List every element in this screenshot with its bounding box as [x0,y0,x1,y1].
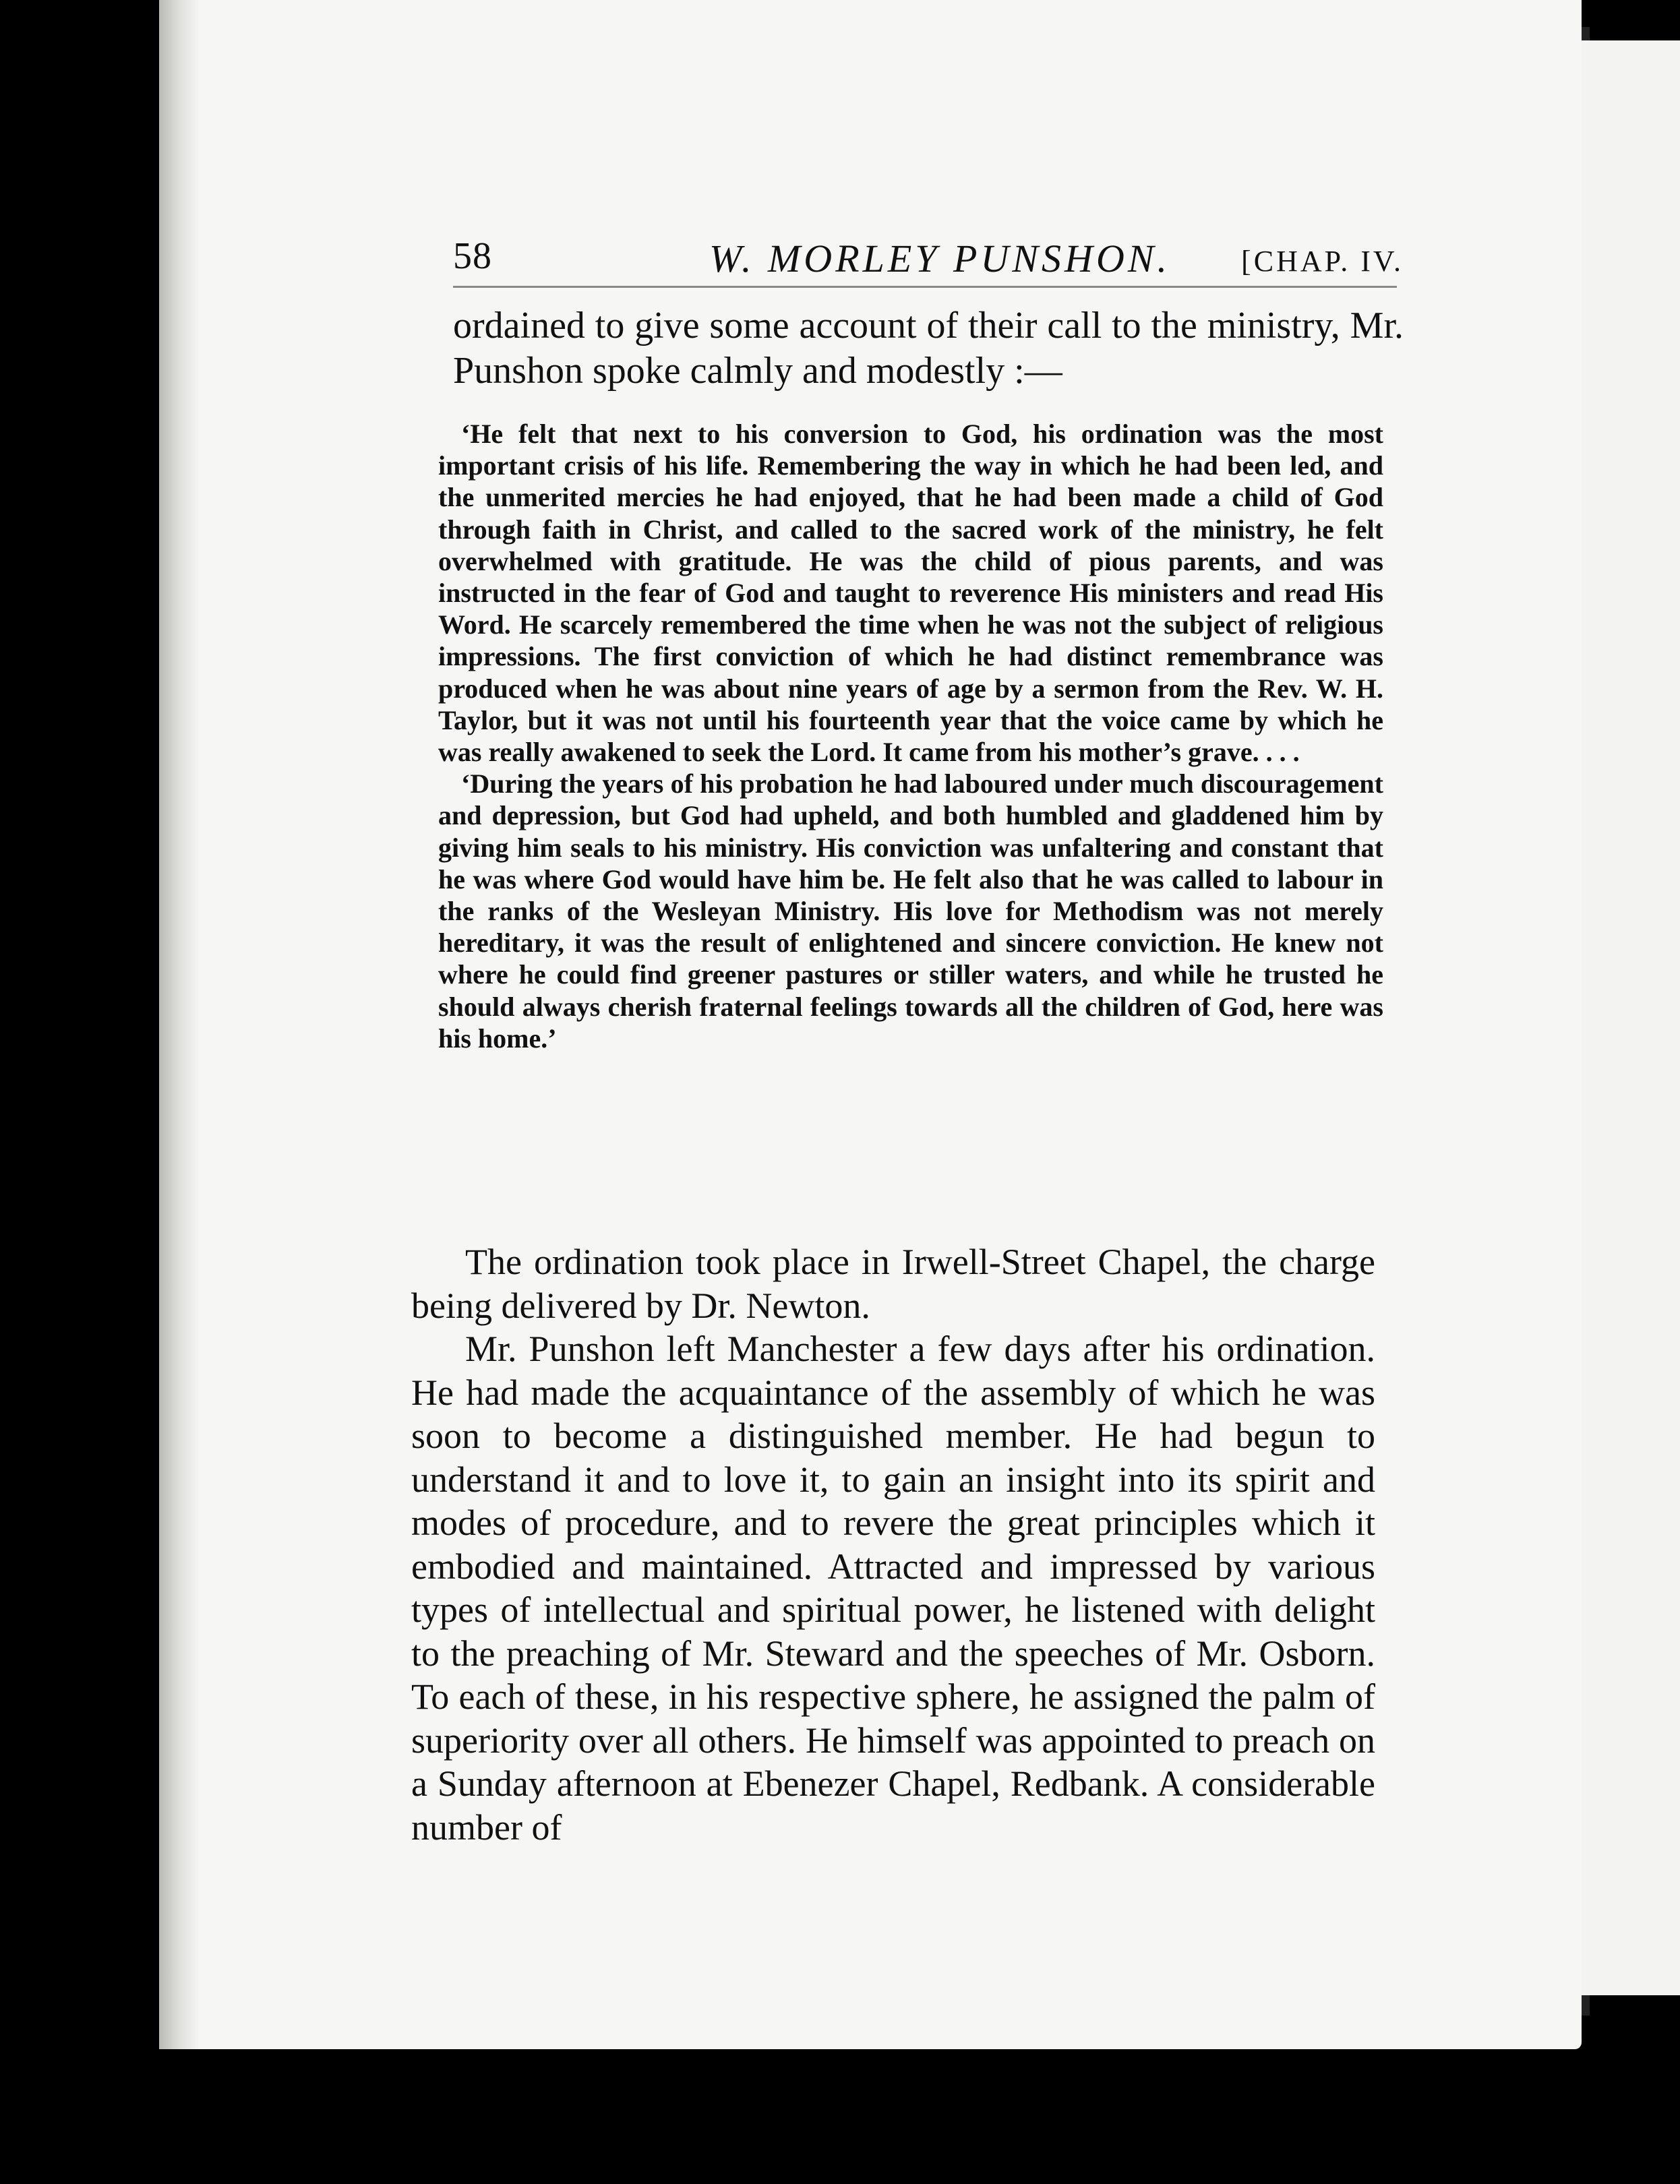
chapter-label: [CHAP. IV. [1241,245,1404,278]
page-gutter-shadow [159,0,200,2049]
block-quote [438,418,1383,1054]
running-title: W. MORLEY PUNSHON. [709,237,1171,280]
facing-page [1582,40,1680,1995]
page-number: 58 [453,235,492,277]
lead-paragraph: ordained to give some account of their call to the ministry, Mr. Punshon spoke calmly and modestly :— [453,305,1404,392]
quote-paragraph: ‘During the years of his probation he had laboured under much discouragement and depression, but God had upheld, and both humbled and gladdened him by giving him seals to his ministry. His conviction was unfaltering and constant that he was where God would have him be. He felt also that he was called to labour in the ranks of the Wesleyan Ministry. His love for Methodism was not merely hereditary, it was the result of enlightened and sincere conviction. He knew not where he could find greener pastures or stiller waters, and while he trusted he should always cherish fraternal feelings towards all the children of God, here was his home.’ [438,768,1383,1054]
running-head [453,229,1404,290]
header-rule [453,286,1397,288]
body-paragraph: Mr. Punshon left Manchester a few days after his ordination. He had made the acquaintance of the assembly of which he was soon to become a distinguished member. He had begun to understand it and to love it, to gain an insight into its spirit and modes of procedure, and to revere the great principles which it embodied and maintained. Attracted and impressed by various types of intellectual and spiritual power, he listened with delight to the preaching of Mr. Steward and the speeches of Mr. Osborn. To each of these, in his respective sphere, he assigned the palm of superiority over all others. He himself was appointed to preach on a Sunday afternoon at Ebenezer Chapel, Redbank. A considerable number of [411,1329,1375,1848]
body-paragraph: The ordination took place in Irwell-Street Chapel, the charge being delivered by Dr. Newton. [411,1242,1375,1326]
quote-paragraph: ‘He felt that next to his conversion to God, his ordination was the most important crisis of his life. Remembering the way in which he had been led, and the unmerited mercies he had enjoyed, that he had been made a child of God through faith in Christ, and called to the sacred work of the ministry, he felt overwhelmed with gratitude. He was the child of pious parents, and was instructed in the fear of God and taught to reverence His ministers and read His Word. He scarcely remembered the time when he was not the subject of religious impressions. The first conviction of which he had distinct remembrance was produced when he was about nine years of age by a sermon from the Rev. W. H. Taylor, but it was not until his fourteenth year that the voice came by which he was really awakened to seek the Lord. It came from his mother’s grave. . . . [438,419,1383,768]
body-text [411,1240,1375,1849]
